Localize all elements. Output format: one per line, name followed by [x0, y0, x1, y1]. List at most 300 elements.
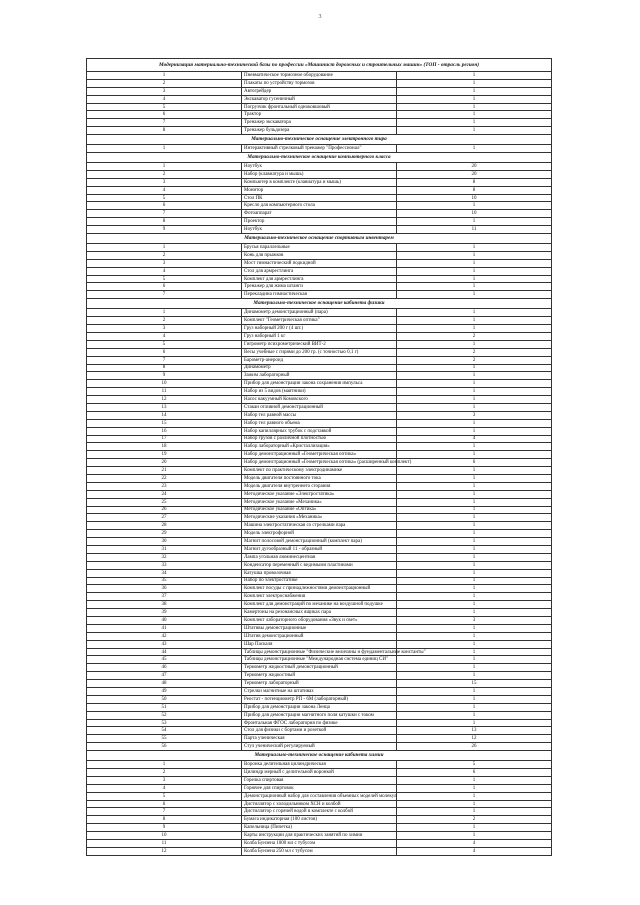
table-row	[87, 664, 552, 672]
row-number: 3	[87, 325, 242, 333]
row-number: 44	[87, 648, 242, 656]
row-number: 2	[87, 769, 242, 777]
item-quantity: 1	[397, 145, 552, 153]
table-row	[87, 419, 552, 427]
item-name: Дистиллятор с горячей водой в комплекте с колбой	[242, 808, 397, 816]
item-quantity: 1	[397, 317, 552, 325]
item-name: Гигрометр психрометрический ВИТ-2	[242, 340, 397, 348]
item-name: Методическое указание «Механика»	[242, 498, 397, 506]
item-quantity: 1	[397, 218, 552, 226]
row-number: 8	[87, 218, 242, 226]
row-number: 8	[87, 816, 242, 824]
table-row	[87, 251, 552, 259]
item-name: Набор тел равного объема	[242, 419, 397, 427]
section-title: Материально-техническое оснащение электронного тира	[87, 135, 552, 145]
table-row	[87, 291, 552, 299]
item-name: Магнит полосовой демонстрационный (комплект пара)	[242, 538, 397, 546]
row-number: 6	[87, 202, 242, 210]
item-name: Прибор для демонстрации магнитного поля катушки с током	[242, 711, 397, 719]
row-number: 30	[87, 538, 242, 546]
table-row	[87, 538, 552, 546]
item-name: Капельница (Пипетка)	[242, 824, 397, 832]
table-row	[87, 711, 552, 719]
item-name: Набор (клавиатура и мышь)	[242, 170, 397, 178]
row-number: 38	[87, 601, 242, 609]
item-name: Модель электрофорной	[242, 530, 397, 538]
row-number: 7	[87, 808, 242, 816]
row-number: 7	[87, 119, 242, 127]
row-number: 41	[87, 624, 242, 632]
item-name: Тренажер экскаватора	[242, 119, 397, 127]
table-row	[87, 800, 552, 808]
item-name: Комплект посуды с принадлежностями демонстрационный	[242, 585, 397, 593]
item-quantity: 1	[397, 467, 552, 475]
item-name: Горючее для спиртовок	[242, 784, 397, 792]
item-name: Груз наборный 1 кг	[242, 332, 397, 340]
item-quantity: 11	[397, 226, 552, 234]
table-row	[87, 498, 552, 506]
table-row	[87, 553, 552, 561]
row-number: 39	[87, 609, 242, 617]
item-name: Таблицы демонстрационные "Международная система единиц СИ"	[242, 656, 397, 664]
item-name: Демонстрационный набор для составления объемных моделей молекул	[242, 792, 397, 800]
item-quantity: 1	[397, 251, 552, 259]
table-row	[87, 577, 552, 585]
item-name: Колба Бунзена 1000 мл с тубусом	[242, 840, 397, 848]
table-row	[87, 743, 552, 751]
item-quantity: 1	[397, 443, 552, 451]
row-number: 8	[87, 364, 242, 372]
item-quantity: 20	[397, 163, 552, 171]
item-name: Шар Паскаля	[242, 640, 397, 648]
item-name: Стрелки магнитные на штативах	[242, 688, 397, 696]
table-row	[87, 325, 552, 333]
table-row	[87, 259, 552, 267]
table-row	[87, 194, 552, 202]
item-name: Карты инструкции для практических занятий по химии	[242, 832, 397, 840]
item-name: Экскаватор гусеничный	[242, 95, 397, 103]
section-header	[87, 59, 552, 72]
item-name: Парта ученическая	[242, 735, 397, 743]
item-name: Набор по электростатике	[242, 577, 397, 585]
row-number: 24	[87, 490, 242, 498]
item-quantity: 1	[397, 664, 552, 672]
item-quantity: 1	[397, 569, 552, 577]
table-row	[87, 435, 552, 443]
item-quantity: 1	[397, 388, 552, 396]
table-row	[87, 210, 552, 218]
item-quantity: 1	[397, 72, 552, 80]
table-row	[87, 832, 552, 840]
table-row	[87, 372, 552, 380]
item-name: Погрузчик фронтальный одноковшовый	[242, 103, 397, 111]
item-quantity: 1	[397, 538, 552, 546]
table-row	[87, 816, 552, 824]
item-quantity: 1	[397, 545, 552, 553]
item-name: Комплект для армрестлинга	[242, 275, 397, 283]
table-row	[87, 380, 552, 388]
item-name: Фотоаппарат	[242, 210, 397, 218]
row-number: 31	[87, 545, 242, 553]
table-row	[87, 72, 552, 80]
row-number: 42	[87, 632, 242, 640]
row-number: 4	[87, 267, 242, 275]
item-quantity: 1	[397, 87, 552, 95]
row-number: 6	[87, 800, 242, 808]
item-quantity: 1	[397, 530, 552, 538]
item-name: Фронтальная ФГОС лаборатория по физике	[242, 719, 397, 727]
row-number: 4	[87, 784, 242, 792]
page-number: 3	[318, 14, 322, 20]
item-name: Набор демонстрационный «Геометрическая оптика» (расширенный комплект)	[242, 459, 397, 467]
row-number: 12	[87, 847, 242, 855]
item-quantity: 1	[397, 648, 552, 656]
table-row	[87, 443, 552, 451]
item-name: Барометр-анероид	[242, 356, 397, 364]
section-title: Материально-техническое оснащение компьютерного класса	[87, 153, 552, 163]
item-name: Бумага индикаторная (100 листов)	[242, 816, 397, 824]
item-quantity: 5	[397, 761, 552, 769]
table-row	[87, 309, 552, 317]
row-number: 29	[87, 530, 242, 538]
section-header	[87, 299, 552, 309]
item-quantity: 1	[397, 79, 552, 87]
table-row	[87, 396, 552, 404]
table-row	[87, 593, 552, 601]
table-row	[87, 87, 552, 95]
row-number: 33	[87, 561, 242, 569]
item-quantity: 4	[397, 435, 552, 443]
row-number: 23	[87, 482, 242, 490]
row-number: 2	[87, 251, 242, 259]
item-quantity: 12	[397, 735, 552, 743]
item-quantity: 1	[397, 291, 552, 299]
table-row	[87, 530, 552, 538]
row-number: 55	[87, 735, 242, 743]
row-number: 49	[87, 688, 242, 696]
item-quantity: 1	[397, 800, 552, 808]
row-number: 9	[87, 372, 242, 380]
row-number: 25	[87, 498, 242, 506]
row-number: 11	[87, 840, 242, 848]
item-name: Набор тел равной массы	[242, 411, 397, 419]
item-quantity: 1	[397, 474, 552, 482]
item-quantity: 1	[397, 482, 552, 490]
row-number: 19	[87, 451, 242, 459]
row-number: 3	[87, 178, 242, 186]
section-title: Модернизация материально-технической базы по профессии «Машинист дорожных и строительных машин» (ТОП - отрасль регион)	[87, 59, 552, 72]
table-row	[87, 226, 552, 234]
section-header	[87, 153, 552, 163]
table-row	[87, 467, 552, 475]
row-number: 28	[87, 522, 242, 530]
item-name: Методические указания «Механика»	[242, 514, 397, 522]
item-quantity: 10	[397, 210, 552, 218]
row-number: 1	[87, 72, 242, 80]
row-number: 11	[87, 388, 242, 396]
item-name: Комплект лабораторного оборудования «Звук и свет»	[242, 617, 397, 625]
item-quantity: 1	[397, 784, 552, 792]
row-number: 2	[87, 317, 242, 325]
item-quantity: 1	[397, 283, 552, 291]
row-number: 5	[87, 275, 242, 283]
item-name: Проектор	[242, 218, 397, 226]
row-number: 16	[87, 427, 242, 435]
row-number: 2	[87, 170, 242, 178]
row-number: 27	[87, 514, 242, 522]
item-quantity: 1	[397, 309, 552, 317]
table-row	[87, 427, 552, 435]
table-row	[87, 79, 552, 87]
row-number: 1	[87, 761, 242, 769]
table-row	[87, 688, 552, 696]
item-name: Лампа угольная люминесцентная	[242, 553, 397, 561]
item-quantity: 3	[397, 411, 552, 419]
item-name: Ноутбук	[242, 226, 397, 234]
item-name: Монитор	[242, 186, 397, 194]
table-row	[87, 356, 552, 364]
row-number: 46	[87, 664, 242, 672]
item-name: Колба Бунзена 250 мл с тубусом	[242, 847, 397, 855]
table-row	[87, 522, 552, 530]
table-row	[87, 719, 552, 727]
row-number: 34	[87, 569, 242, 577]
row-number: 48	[87, 680, 242, 688]
row-number: 37	[87, 593, 242, 601]
table-row	[87, 340, 552, 348]
table-row	[87, 95, 552, 103]
item-quantity: 1	[397, 259, 552, 267]
row-number: 9	[87, 226, 242, 234]
row-number: 5	[87, 103, 242, 111]
table-row	[87, 840, 552, 848]
item-name: Горелка спиртовая	[242, 776, 397, 784]
row-number: 7	[87, 356, 242, 364]
table-row	[87, 451, 552, 459]
item-name: Динамометр демонстрационный (пара)	[242, 309, 397, 317]
row-number: 1	[87, 163, 242, 171]
table-row	[87, 218, 552, 226]
item-quantity: 1	[397, 624, 552, 632]
item-name: Интерактивный стрелковый тренажер "Профессионал"	[242, 145, 397, 153]
item-name: Комплект по практическому электродинамике	[242, 467, 397, 475]
item-quantity: 1	[397, 609, 552, 617]
item-name: Термометр жидкостный	[242, 672, 397, 680]
table-row	[87, 735, 552, 743]
table-row	[87, 202, 552, 210]
item-name: Ноутбук	[242, 163, 397, 171]
row-number: 7	[87, 291, 242, 299]
table-row	[87, 648, 552, 656]
item-name: Машина электростатическая со стрелками пара	[242, 522, 397, 530]
row-number: 1	[87, 244, 242, 252]
item-name: Набор грузов с различной плотностью	[242, 435, 397, 443]
table-row	[87, 640, 552, 648]
table-row	[87, 178, 552, 186]
table-row	[87, 514, 552, 522]
item-quantity: 2	[397, 332, 552, 340]
item-quantity: 1	[397, 267, 552, 275]
item-quantity: 1	[397, 695, 552, 703]
row-number: 47	[87, 672, 242, 680]
table-row	[87, 545, 552, 553]
item-name: Комплект "Геометрическая оптика"	[242, 317, 397, 325]
item-name: Мост гимнастический подкидной	[242, 259, 397, 267]
equipment-table-body	[87, 59, 552, 856]
item-quantity: 1	[397, 832, 552, 840]
item-quantity: 1	[397, 577, 552, 585]
item-name: Тренажер для жима штанги	[242, 283, 397, 291]
item-quantity: 1	[397, 808, 552, 816]
table-row	[87, 609, 552, 617]
item-name: Штатив демонстрационный	[242, 632, 397, 640]
row-number: 32	[87, 553, 242, 561]
row-number: 20	[87, 459, 242, 467]
table-row	[87, 695, 552, 703]
item-quantity: 1	[397, 601, 552, 609]
row-number: 6	[87, 348, 242, 356]
item-name: Пневматическое тормозное оборудование	[242, 72, 397, 80]
row-number: 15	[87, 419, 242, 427]
table-row	[87, 111, 552, 119]
item-name: Методическое указание «Электростатика»	[242, 490, 397, 498]
item-name: Зажим лабораторный	[242, 372, 397, 380]
item-quantity: 2	[397, 816, 552, 824]
table-row	[87, 267, 552, 275]
item-name: Набор лабораторный «Кристаллизация»	[242, 443, 397, 451]
item-quantity: 1	[397, 127, 552, 135]
item-quantity: 6	[397, 459, 552, 467]
item-quantity: 1	[397, 340, 552, 348]
item-name: Стол для армрестлинга	[242, 267, 397, 275]
row-number: 3	[87, 259, 242, 267]
item-name: Стакан отливной демонстрационный	[242, 403, 397, 411]
table-row	[87, 585, 552, 593]
item-name: Брусья параллельные	[242, 244, 397, 252]
item-quantity: 1	[397, 656, 552, 664]
row-number: 5	[87, 194, 242, 202]
item-name: Камертоны на резонансных ящиках пара	[242, 609, 397, 617]
item-name: Конденсатор переменный с видимыми пластинами	[242, 561, 397, 569]
item-name: Перекладина гимнастическая	[242, 291, 397, 299]
item-name: Комплект для демонстраций по механике на воздушной подушке	[242, 601, 397, 609]
item-name: Стол ПК	[242, 194, 397, 202]
table-row	[87, 474, 552, 482]
item-name: Штативы демонстрационные	[242, 624, 397, 632]
table-row	[87, 145, 552, 153]
row-number: 51	[87, 703, 242, 711]
row-number: 6	[87, 283, 242, 291]
section-header	[87, 234, 552, 244]
item-quantity: 1	[397, 585, 552, 593]
row-number: 6	[87, 111, 242, 119]
item-quantity: 1	[397, 593, 552, 601]
table-row	[87, 792, 552, 800]
item-quantity: 1	[397, 703, 552, 711]
item-name: Термометр лабораторный	[242, 680, 397, 688]
table-row	[87, 632, 552, 640]
item-quantity: 13	[397, 727, 552, 735]
table-row	[87, 561, 552, 569]
item-quantity: 1	[397, 672, 552, 680]
row-number: 3	[87, 776, 242, 784]
table-row	[87, 601, 552, 609]
item-quantity: 1	[397, 275, 552, 283]
item-quantity: 1	[397, 522, 552, 530]
table-row	[87, 186, 552, 194]
table-row	[87, 332, 552, 340]
item-quantity: 1	[397, 403, 552, 411]
item-quantity: 1	[397, 244, 552, 252]
item-name: Катушка проволочная	[242, 569, 397, 577]
item-quantity: 1	[397, 506, 552, 514]
row-number: 4	[87, 332, 242, 340]
item-name: Комплект электроснабжения	[242, 593, 397, 601]
row-number: 56	[87, 743, 242, 751]
item-quantity: 10	[397, 194, 552, 202]
item-quantity: 1	[397, 119, 552, 127]
item-name: Трактор	[242, 111, 397, 119]
item-name: Динамометр	[242, 364, 397, 372]
table-row	[87, 808, 552, 816]
row-number: 54	[87, 727, 242, 735]
item-quantity: 1	[397, 95, 552, 103]
item-name: Плакаты по устройству тормозов	[242, 79, 397, 87]
table-row	[87, 624, 552, 632]
item-quantity: 1	[397, 632, 552, 640]
item-name: Насос вакуумный Комовского	[242, 396, 397, 404]
section-header	[87, 135, 552, 145]
item-quantity: 15	[397, 680, 552, 688]
item-quantity: 1	[397, 824, 552, 832]
item-quantity: 1	[397, 380, 552, 388]
item-name: Стол для физики с бортами и розеткой	[242, 727, 397, 735]
table-row	[87, 403, 552, 411]
item-name: Прибор для демонстрации закона Ленца	[242, 703, 397, 711]
table-row	[87, 703, 552, 711]
table-row	[87, 847, 552, 855]
table-row	[87, 348, 552, 356]
item-quantity: 4	[397, 840, 552, 848]
section-title: Материально-техническое оснащение кабинета физики	[87, 299, 552, 309]
table-row	[87, 364, 552, 372]
row-number: 1	[87, 145, 242, 153]
item-name: Набор капиллярных трубок с подставкой	[242, 427, 397, 435]
row-number: 45	[87, 656, 242, 664]
table-row	[87, 459, 552, 467]
item-name: Стул ученический регулируемый	[242, 743, 397, 751]
item-name: Магнит дугообразный 11 - образный	[242, 545, 397, 553]
row-number: 7	[87, 210, 242, 218]
row-number: 5	[87, 340, 242, 348]
item-quantity: 2	[397, 356, 552, 364]
section-title: Материально-техническое оснащение спортивным инвентарем	[87, 234, 552, 244]
row-number: 21	[87, 467, 242, 475]
item-quantity: 20	[397, 170, 552, 178]
row-number: 12	[87, 396, 242, 404]
table-row	[87, 506, 552, 514]
item-quantity: 1	[397, 396, 552, 404]
table-row	[87, 769, 552, 777]
table-row	[87, 388, 552, 396]
item-quantity: 1	[397, 111, 552, 119]
row-number: 4	[87, 186, 242, 194]
item-quantity: 8	[397, 178, 552, 186]
row-number: 1	[87, 309, 242, 317]
item-name: Реостат - потенциометр РП - 6М (лабораторный)	[242, 695, 397, 703]
row-number: 14	[87, 411, 242, 419]
item-name: Тренажер бульдозера	[242, 127, 397, 135]
